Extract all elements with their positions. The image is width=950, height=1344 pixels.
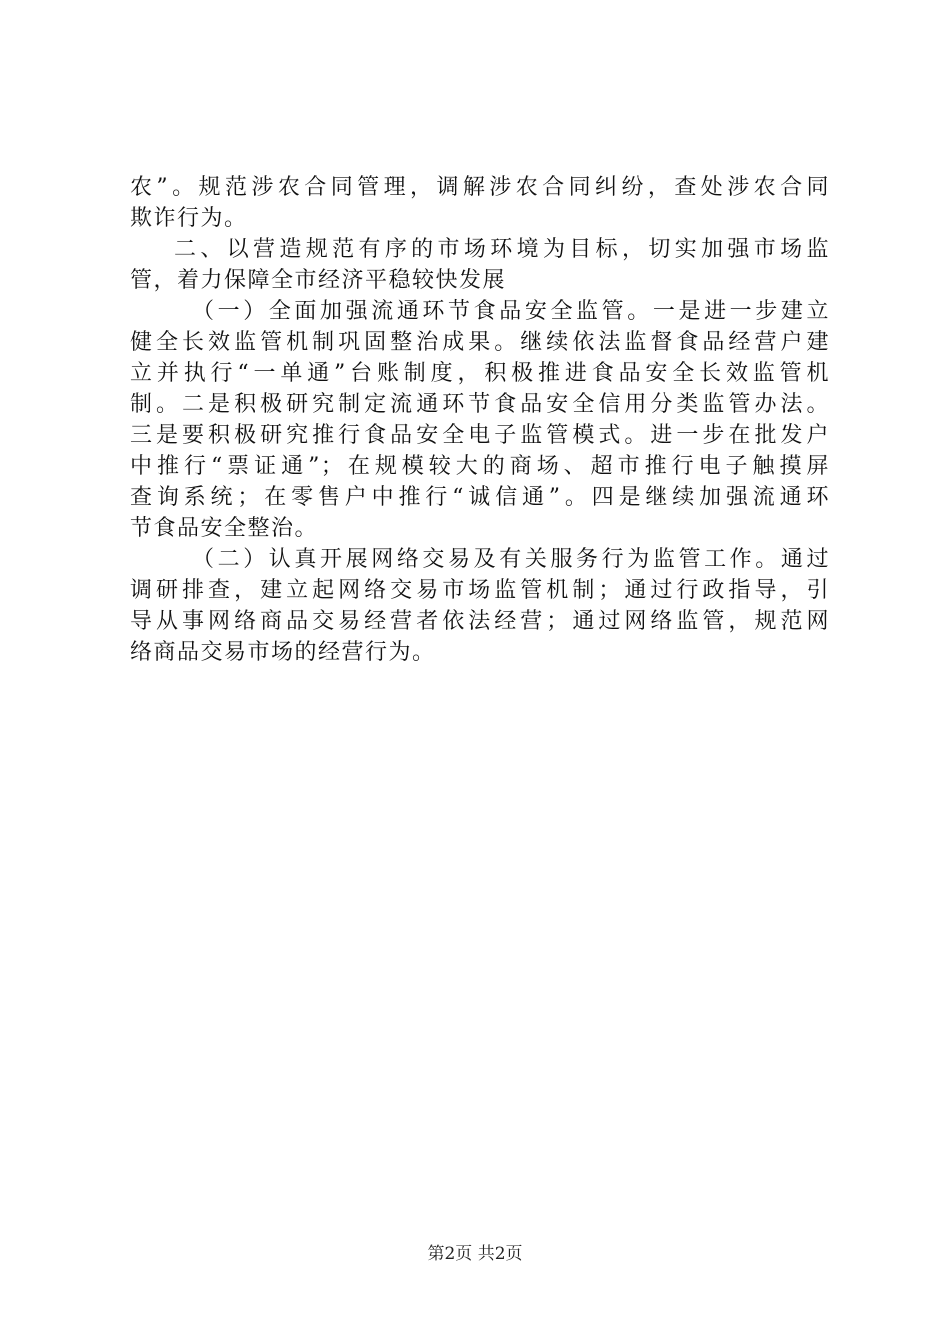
paragraph-3-line-2: 健全长效监管机制巩固整治成果。继续依法监督食品经营户建	[130, 330, 830, 355]
paragraph-3-line-7: 查询系统；在零售户中推行“诚信通”。四是继续加强流通环	[130, 485, 830, 510]
paragraph-1-line-1: 农”。规范涉农合同管理，调解涉农合同纠纷，查处涉农合同	[130, 175, 830, 200]
page-number-label: 第2页 共2页	[427, 1244, 523, 1264]
paragraph-3-line-1: （一）全面加强流通环节食品安全监管。一是进一步建立	[192, 299, 830, 324]
paragraph-3-line-5: 三是要积极研究推行食品安全电子监管模式。进一步在批发户	[130, 423, 830, 448]
paragraph-4-line-1: （二）认真开展网络交易及有关服务行为监管工作。通过	[192, 547, 830, 572]
section-heading-line-2: 管，着力保障全市经济平稳较快发展	[130, 268, 507, 293]
paragraph-3-line-3: 立并执行“一单通”台账制度，积极推进食品安全长效监管机	[130, 361, 830, 386]
paragraph-3-line-8: 节食品安全整治。	[130, 516, 319, 541]
paragraph-3-line-4: 制。二是积极研究制定流通环节食品安全信用分类监管办法。	[130, 392, 830, 417]
paragraph-4-line-4: 络商品交易市场的经营行为。	[130, 640, 436, 665]
section-heading-line-1: 二、以营造规范有序的市场环境为目标，切实加强市场监	[174, 237, 830, 262]
paragraph-1-line-2: 欺诈行为。	[130, 206, 248, 231]
page-footer	[0, 1242, 950, 1266]
paragraph-4-line-2: 调研排查，建立起网络交易市场监管机制；通过行政指导，引	[130, 578, 830, 603]
document-body	[130, 172, 830, 668]
paragraph-4-line-3: 导从事网络商品交易经营者依法经营；通过网络监管，规范网	[130, 609, 830, 634]
paragraph-3-line-6: 中推行“票证通”；在规模较大的商场、超市推行电子触摸屏	[130, 454, 830, 479]
